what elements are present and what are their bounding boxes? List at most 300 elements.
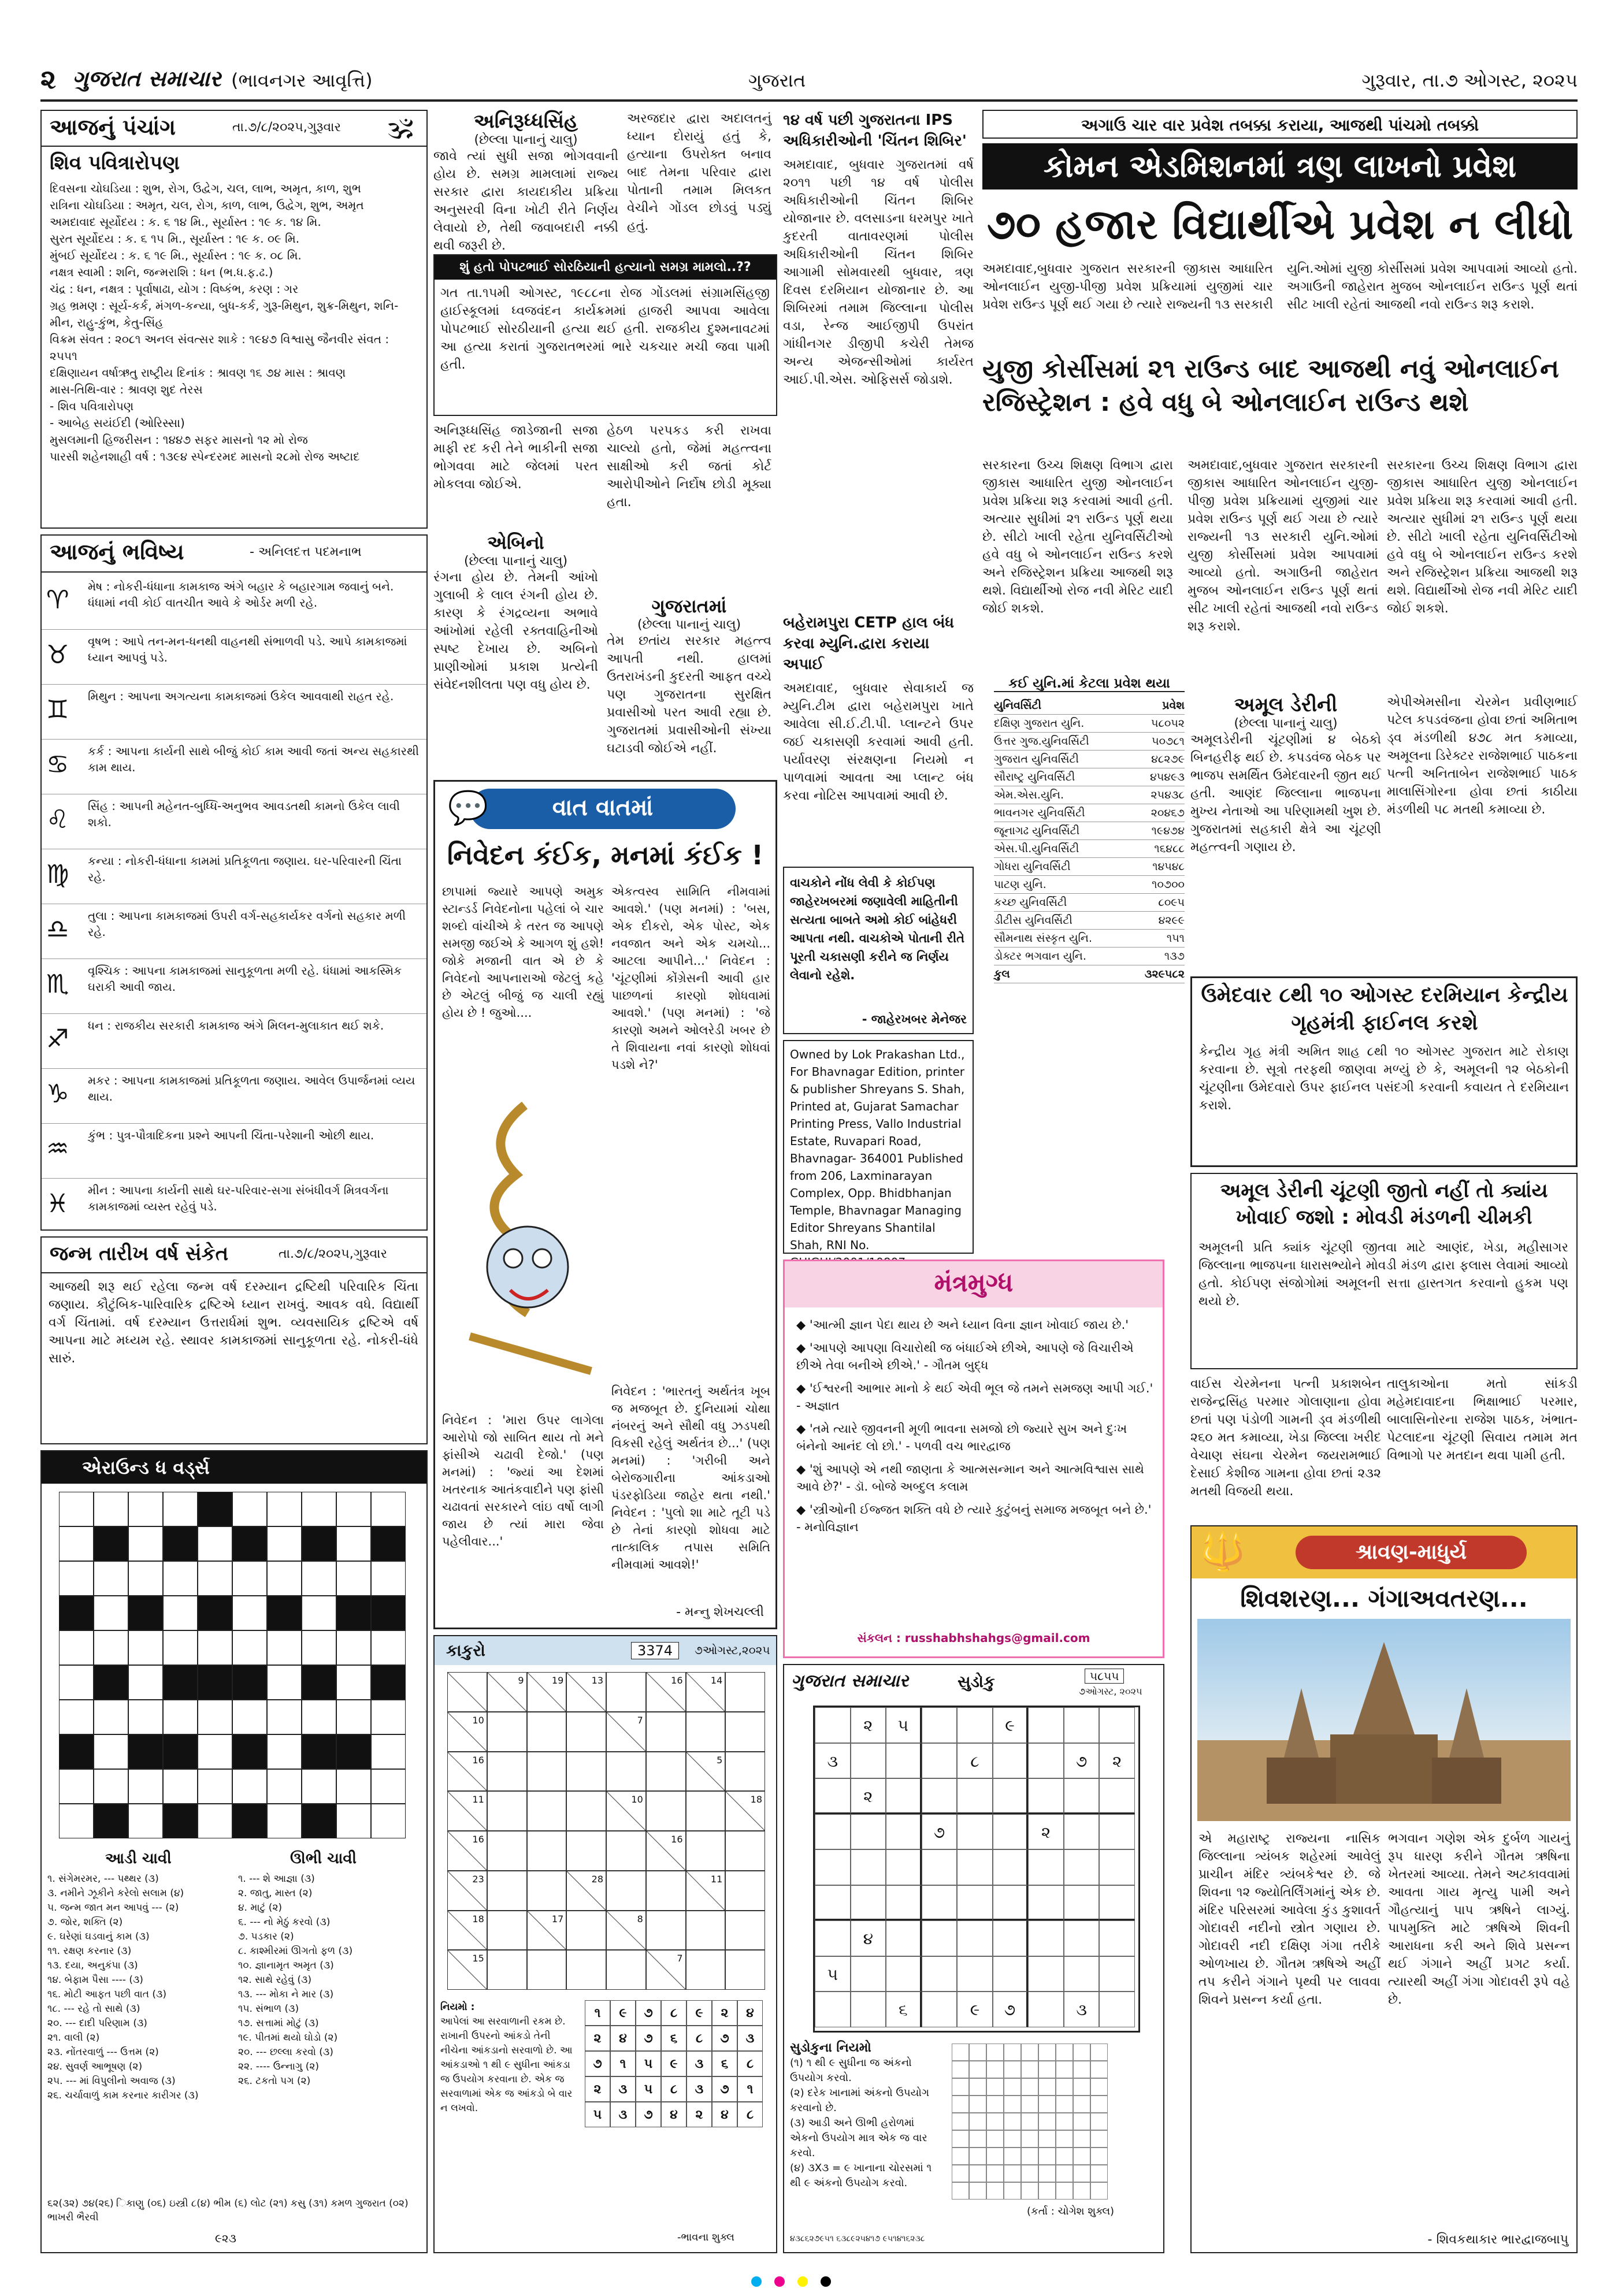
kakuro-rules (440, 2000, 573, 2116)
sudoku-cell[interactable]: ૨ (1028, 1814, 1064, 1850)
crossword-cell[interactable] (336, 1700, 371, 1734)
crossword-cell[interactable] (59, 1700, 94, 1734)
crossword-cell[interactable] (128, 1804, 163, 1838)
mantra-quote: ◆ 'સ્ત્રીઓની ઈજ્જત શક્તિ વધે છે ત્યારે કુટુંબનું સમાજ મજબૂત બને છે.' - મનોવિજ્ઞાન (796, 1503, 1152, 1534)
kakuro-answer-cell: ૨ (585, 2026, 610, 2051)
kakuro-cell[interactable] (487, 1871, 527, 1911)
sudoku-cell[interactable] (993, 1743, 1029, 1779)
kakuro-cell[interactable] (686, 1831, 726, 1871)
shravan-banner: શ્રાવણ-માધુર્ય (1355, 1540, 1467, 1564)
kakuro-cell[interactable] (487, 1950, 527, 1990)
sudoku-cell[interactable] (1099, 1707, 1135, 1743)
crossword-cell[interactable] (198, 1665, 232, 1700)
crossword-cell[interactable] (267, 1561, 302, 1596)
sudoku-cell[interactable] (1064, 1814, 1100, 1850)
sudoku-cell[interactable]: ૫ (815, 1956, 851, 1992)
sudoku-cell[interactable]: ૯ (957, 1992, 993, 2027)
sudoku-cell[interactable] (1028, 1956, 1064, 1992)
crossword-cell[interactable] (59, 1665, 94, 1700)
rashi-item (42, 685, 426, 740)
down-clue: ૧૭. સત્તામાં મોટું (૩) (238, 2018, 319, 2029)
sudoku-cell[interactable] (1099, 1885, 1135, 1921)
crossword-cell[interactable] (198, 1630, 232, 1665)
sudoku-cell[interactable]: ૭ (993, 1992, 1029, 2027)
kakuro-answer-cell: ૩ (737, 2026, 763, 2051)
sudoku-cell[interactable] (815, 1885, 851, 1921)
sudoku-cell[interactable] (993, 1956, 1029, 1992)
crossword-cell[interactable] (128, 1630, 163, 1665)
sudoku-cell[interactable] (922, 1885, 958, 1921)
crossword-cell[interactable] (371, 1596, 406, 1630)
crossword-cell[interactable] (302, 1526, 336, 1561)
rashi-icon: ♑ (46, 1079, 69, 1109)
crossword-cell[interactable] (232, 1804, 267, 1838)
kakuro-cell[interactable] (527, 1752, 567, 1792)
sudoku-cell[interactable] (922, 1743, 958, 1779)
modi-body: અમૂલની પ્રતિ ક્યાંક ચૂંટણી જીતવા માટે આણંદ, ખેડા, મહીસાગર જિલ્લાના ભાજપના ધારાસભ્યોને મોવડી મંડળ દ્વારા ફલાસ લેવામાં આવ્યો હતો. કોઈપણ સંજોગોમાં અમૂલની સત્તા હાસ્તગત કરવાનો હુકમ પણ થયો છે. (1198, 1240, 1568, 1309)
sudoku-cell[interactable]: ૬ (886, 1992, 922, 2027)
sudoku-cell[interactable] (1028, 1707, 1064, 1743)
rashi-item (42, 794, 426, 849)
crossword-cell[interactable] (128, 1734, 163, 1769)
crossword-cell[interactable] (336, 1526, 371, 1561)
crossword-cell[interactable] (267, 1769, 302, 1804)
sudoku-answer-cell (1056, 2113, 1073, 2130)
crossword-cell[interactable] (94, 1630, 128, 1665)
sudoku-cell[interactable] (886, 1743, 922, 1779)
crossword-cell[interactable] (163, 1700, 198, 1734)
kakuro-clue-cell: 15 (447, 1950, 487, 1990)
kakuro-cell[interactable] (725, 1712, 765, 1752)
kakuro-cell[interactable] (487, 1831, 527, 1871)
sudoku-cell[interactable]: ૨ (851, 1778, 886, 1814)
mantra-quote: ◆ 'શું આપણે એ નથી જાણતા કે આત્મસન્માન અને આત્મવિશ્વાસ સાથે આવે છે?' - ડૉ. બોજે અબ્દુલ કલામ (796, 1462, 1144, 1493)
crossword-cell[interactable] (59, 1734, 94, 1769)
sudoku-cell[interactable] (1064, 1885, 1100, 1921)
crossword-cell[interactable] (232, 1526, 267, 1561)
sudoku-cell[interactable] (1099, 1992, 1135, 2027)
crossword-cell[interactable] (59, 1526, 94, 1561)
sudoku-cell[interactable]: ૭ (1064, 1743, 1100, 1779)
kakuro-cell[interactable] (725, 1911, 765, 1951)
crossword-cell[interactable] (302, 1630, 336, 1665)
sudoku-cell[interactable] (1028, 1778, 1064, 1814)
crossword-cell[interactable] (163, 1734, 198, 1769)
mantra-quote: ◆ 'આત્મી જ્ઞાન પેદા થાય છે અને ધ્યાન વિના જ્ઞાન ખોવાઈ જાય છે.' (796, 1318, 1129, 1332)
kakuro-cell[interactable] (606, 1752, 646, 1792)
sudoku-number: ૫૮૫૫ (1085, 1669, 1124, 1684)
crossword-cell[interactable] (336, 1665, 371, 1700)
crossword-cell[interactable] (128, 1596, 163, 1630)
crossword-cell[interactable] (371, 1630, 406, 1665)
kakuro-cell[interactable] (566, 1791, 606, 1831)
crossword-cell[interactable] (302, 1665, 336, 1700)
crossword-cell[interactable] (198, 1596, 232, 1630)
sudoku-cell[interactable] (957, 1707, 993, 1743)
sudoku-cell[interactable] (957, 1814, 993, 1850)
kakuro-cell[interactable] (646, 1791, 686, 1831)
crossword-cell[interactable] (128, 1700, 163, 1734)
crossword-cell[interactable] (267, 1526, 302, 1561)
table-row (994, 965, 1185, 983)
crossword-cell[interactable] (336, 1630, 371, 1665)
crossword-cell[interactable] (371, 1665, 406, 1700)
crossword-cell[interactable] (94, 1734, 128, 1769)
crossword-cell[interactable] (59, 1804, 94, 1838)
umedvar-title: ઉમેદવાર ૮થી ૧૦ ઓગસ્ટ દરમિયાન કેન્દ્રીય ગૃહમંત્રી ફાઈનલ કરશે (1201, 983, 1568, 1035)
crossword-cell[interactable] (232, 1596, 267, 1630)
crossword-cell[interactable] (302, 1700, 336, 1734)
crossword-cell[interactable] (232, 1769, 267, 1804)
kakuro-cell[interactable] (487, 1752, 527, 1792)
sudoku-cell[interactable] (1064, 1778, 1100, 1814)
issue-date: ગુરૂવાર, તા.૭ ઓગસ્ટ, ૨૦૨૫ (1361, 69, 1578, 91)
rashi-icon: ♈ (46, 585, 69, 615)
kakuro-date: ૭ઓગસ્ટ,૨૦૨૫ (695, 1643, 770, 1657)
sudoku-answer-cell (1056, 2096, 1073, 2113)
crossword-cell[interactable] (128, 1492, 163, 1526)
sudoku-cell[interactable] (851, 1814, 886, 1850)
sudoku-cell[interactable] (1028, 1920, 1064, 1956)
kakuro-cell[interactable] (646, 1871, 686, 1911)
sudoku-cell[interactable] (851, 1849, 886, 1885)
kakuro-cell[interactable] (527, 1871, 567, 1911)
crossword-cell[interactable] (59, 1769, 94, 1804)
kakuro-cell[interactable] (686, 1911, 726, 1951)
sudoku-answer-cell (1004, 2061, 1021, 2078)
crossword-cell[interactable] (336, 1769, 371, 1804)
crossword-cell[interactable] (336, 1596, 371, 1630)
crossword-cell[interactable] (371, 1700, 406, 1734)
down-clue: ૧૯. પીતમાં થયો ઘોડો (૨) (238, 2032, 338, 2044)
kakuro-cell[interactable] (725, 1831, 765, 1871)
table-cell: દક્ષિણ ગુજરાત યુનિ. (994, 717, 1085, 730)
panchang-line: વિક્રમ સંવત : ૨૦૮૧ અનલ સંવત્સર શાકે : ૧૯૪૭ વિશ્વાસુ જૈનવીર સંવત : ૨૫૫૧ (50, 332, 389, 363)
registration-mark (797, 2276, 808, 2287)
sudoku-cell[interactable] (993, 1814, 1029, 1850)
crossword-cell[interactable] (267, 1804, 302, 1838)
kakuro-cell[interactable] (606, 1871, 646, 1911)
across-clues (47, 1872, 232, 2103)
crossword-cell[interactable] (336, 1804, 371, 1838)
sudoku-cell[interactable] (1064, 1707, 1100, 1743)
kakuro-cell[interactable] (566, 1712, 606, 1752)
crossword-cell[interactable] (232, 1630, 267, 1665)
shravan-author: - શિવકથાકાર ભારદ્વાજબાપુ (1427, 2232, 1568, 2247)
crossword-cell[interactable] (267, 1734, 302, 1769)
sudoku-cell[interactable] (886, 1920, 922, 1956)
sudoku-answer-cell (969, 2061, 986, 2078)
admission-body-right: અમદાવાદ,બુધવાર ગુજરાત સરકારની જીકાસ આધારિત ઓનલાઈન યુજી-પીજી પ્રવેશ પ્રક્રિયામાં યુજીમાં ચાર પ્રવેશ રાઉન્ડ પૂર્ણ થઈ ગયા છે ત્યારે રાજ્યની ૧૩ સરકારી યુનિ.ઓમાં યુજી કોર્સીસમાં પ્રવેશ આપવામાં આવ્યો હતો. અગાઉની જાહેરાત મુજબ ઓનલાઈન રાઉન્ડ પૂર્ણ થતાં સીટ ખાલી રહેતાં આજથી નવો રાઉન્ડ શરૂ કરાશે. (1187, 458, 1378, 634)
kakuro-cell[interactable] (686, 1950, 726, 1990)
sudoku-cell[interactable] (1099, 1814, 1135, 1850)
sudoku-cell[interactable] (851, 1885, 886, 1921)
crossword-cell[interactable] (232, 1700, 267, 1734)
kakuro-cell[interactable] (606, 1950, 646, 1990)
mantra-quotes (796, 1316, 1155, 1541)
crossword-cell[interactable] (163, 1769, 198, 1804)
crossword-cell[interactable] (198, 1526, 232, 1561)
section-title: ગુજરાત (748, 69, 806, 91)
sudoku-cell[interactable] (815, 1778, 851, 1814)
vaat-right-text-2: નિવેદન : 'ભારતનું અર્થતંત્ર ખૂબ જ મજબૂત છે. દુનિયામાં ચોથા નંબરનું અને સૌથી વધુ ઝડપથી વિકસી રહેલું અર્થતંત્ર છે...' (પણ મનમાં) : 'ગરીબી અને બેરોજગારીના આંકડાઓ પંડરફોડિયા જાહેર થતા નથી.' નિવેદન : 'પુલો શા માટે તૂટી પડે છે તેનાં કારણો શોધવા માટે તાત્કાલિક તપાસ સમિતિ નીમવામાં આવશે!' (611, 1384, 770, 1571)
kakuro-grid (447, 1672, 765, 1990)
crossword-cell[interactable] (232, 1665, 267, 1700)
crossword-cell[interactable] (302, 1734, 336, 1769)
sudoku-cell[interactable] (1064, 1920, 1100, 1956)
sudoku-cell[interactable] (922, 1849, 958, 1885)
sudoku-cell[interactable] (815, 1814, 851, 1850)
kakuro-cell[interactable] (725, 1950, 765, 1990)
table-row (994, 768, 1185, 786)
crossword-cell[interactable] (163, 1804, 198, 1838)
kakuro-cell[interactable] (487, 1791, 527, 1831)
kakuro-cell[interactable] (725, 1752, 765, 1792)
crossword-cell[interactable] (198, 1734, 232, 1769)
admission-kicker (982, 110, 1578, 139)
amul-title: અમૂલ ડેરીની (1234, 693, 1338, 716)
kakuro-cell[interactable] (566, 1950, 606, 1990)
sudoku-cell[interactable] (1028, 1885, 1064, 1921)
sudoku-cell[interactable] (1028, 1743, 1064, 1779)
sudoku-answer-cell (1021, 2096, 1038, 2113)
sudoku-paper: ગુજરાત સમાચાર (791, 1671, 909, 1691)
kakuro-cell[interactable] (606, 1831, 646, 1871)
sudoku-cell[interactable]: ૨ (851, 1707, 886, 1743)
sudoku-cell[interactable] (886, 1814, 922, 1850)
sudoku-cell[interactable]: ૭ (922, 1814, 958, 1850)
kakuro-cell[interactable] (646, 1911, 686, 1951)
kakuro-clue-cell: 16 (646, 1672, 686, 1712)
kakuro-cell[interactable] (646, 1752, 686, 1792)
crossword-cell[interactable] (59, 1630, 94, 1665)
kakuro-clue-cell: 14 (686, 1672, 726, 1712)
ips-article (783, 110, 974, 607)
sudoku-cell[interactable]: ૮ (957, 1743, 993, 1779)
crossword-cell[interactable] (128, 1769, 163, 1804)
sudoku-cell[interactable] (993, 1778, 1029, 1814)
crossword-cell[interactable] (371, 1561, 406, 1596)
sudoku-cell[interactable] (957, 1885, 993, 1921)
sudoku-cell[interactable] (1064, 1956, 1100, 1992)
crossword-cell[interactable] (336, 1561, 371, 1596)
sudoku-cell[interactable]: ૩ (815, 1743, 851, 1779)
sudoku-cell[interactable]: ૫ (886, 1707, 922, 1743)
sudoku-cell[interactable] (1064, 1849, 1100, 1885)
table-cell: પાટણ યુનિ. (994, 878, 1046, 891)
paper-title: ગુજરાત સમાચાર (72, 66, 221, 91)
crossword-cell[interactable] (94, 1769, 128, 1804)
sudoku-cell[interactable] (993, 1885, 1029, 1921)
crossword-cell[interactable] (163, 1665, 198, 1700)
down-clue: ૨૦. --- છલ્લા કરવો (૩) (238, 2046, 333, 2058)
sudoku-cell[interactable]: ૯ (993, 1707, 1029, 1743)
sudoku-answer-cell (1038, 2113, 1056, 2130)
admission-body: સરકારના ઉચ્ચ શિક્ષણ વિભાગ દ્વારા જીકાસ આધારિત યુજી ઓનલાઈન પ્રવેશ પ્રક્રિયા શરૂ કરવામાં આવી હતી. અત્યાર સુધીમાં ૨૧ રાઉન્ડ પૂર્ણ થયા છે. સીટો ખાલી રહેતા યુનિવર્સિટીઓ હવે વધુ બે ઓનલાઈન રાઉન્ડ કરશે અને રજિસ્ટ્રેશન પ્રક્રિયા આજથી શરૂ થશે. વિદ્યાર્થીઓ રોજ નવી મેરિટ યાદી જોઈ શકશે. (982, 458, 1173, 616)
sudoku-cell[interactable] (1099, 1778, 1135, 1814)
kakuro-clue-cell: 8 (606, 1911, 646, 1951)
crossword-cell[interactable] (198, 1804, 232, 1838)
sudoku-answer-cell (1073, 2182, 1090, 2200)
sudoku-cell[interactable] (1099, 1920, 1135, 1956)
crossword-cell[interactable] (94, 1665, 128, 1700)
sudoku-cell[interactable] (922, 1778, 958, 1814)
kakuro-cell[interactable] (606, 1672, 646, 1712)
crossword-cell[interactable] (371, 1526, 406, 1561)
crossword-cell[interactable] (128, 1561, 163, 1596)
sudoku-cell[interactable] (1028, 1849, 1064, 1885)
kakuro-cell[interactable] (527, 1791, 567, 1831)
sudoku-cell[interactable] (815, 1707, 851, 1743)
crossword-cell[interactable] (371, 1492, 406, 1526)
sudoku-cell[interactable] (957, 1849, 993, 1885)
crossword-cell[interactable] (163, 1492, 198, 1526)
crossword-cell[interactable] (128, 1526, 163, 1561)
crossword-cell[interactable] (267, 1630, 302, 1665)
crossword-cell[interactable] (94, 1526, 128, 1561)
kakuro-cell[interactable] (725, 1871, 765, 1911)
kakuro-clue-cell (447, 1672, 487, 1712)
sudoku-cell[interactable] (1099, 1849, 1135, 1885)
sudoku-cell[interactable] (922, 1707, 958, 1743)
sudoku-rule: (૩) આડી અને ઊભી હરોળમાં એકનો ઉપયોગ માત્ર એક જ વાર કરવો. (790, 2117, 927, 2159)
kakuro-cell[interactable] (686, 1712, 726, 1752)
crossword-cell[interactable] (302, 1596, 336, 1630)
crossword-cell[interactable] (371, 1734, 406, 1769)
sudoku-answer-cell (969, 2096, 986, 2113)
kakuro-cell[interactable] (646, 1712, 686, 1752)
sudoku-answer-cell (1021, 2044, 1038, 2061)
kakuro-answer-cell: ૯ (610, 2000, 636, 2026)
sudoku-cell[interactable] (851, 1956, 886, 1992)
sudoku-cell[interactable] (922, 1920, 958, 1956)
crossword-cell[interactable] (163, 1630, 198, 1665)
crossword-cell[interactable] (163, 1596, 198, 1630)
amul-article (1190, 693, 1381, 971)
ips-title: ૧૪ વર્ષ પછી ગુજરાતના IPS અધિકારીઓની 'ચિંતન શિબિર' (783, 112, 967, 150)
sudoku-answer-cell (1021, 2078, 1038, 2096)
sudoku-cell[interactable] (886, 1885, 922, 1921)
sudoku-cell[interactable]: ૩ (1064, 1992, 1100, 2027)
sudoku-cell[interactable] (1099, 1956, 1135, 1992)
crossword-cell[interactable] (302, 1769, 336, 1804)
sudoku-cell[interactable] (886, 1956, 922, 1992)
sudoku-cell[interactable] (815, 1920, 851, 1956)
crossword-cell[interactable] (94, 1700, 128, 1734)
crossword-cell[interactable] (267, 1492, 302, 1526)
rashi-text: મકર : આપના કામકાજમાં પ્રતિકૂળતા જણાય. આવેલ ઉપાર્જનમાં વ્યય થાય. (88, 1073, 415, 1104)
across-clue: ૯. ઘરેણાં ઘડવાનું કામ (૩) (47, 1931, 150, 1942)
sudoku-cell[interactable] (1028, 1992, 1064, 2027)
crossword-cell[interactable] (232, 1734, 267, 1769)
table-row (994, 786, 1185, 804)
crossword-cell[interactable] (163, 1561, 198, 1596)
sudoku-cell[interactable] (815, 1849, 851, 1885)
table-cell: ૪૫૪૯૩ (1150, 771, 1185, 783)
crossword-cell[interactable] (336, 1492, 371, 1526)
table-row (994, 912, 1185, 930)
crossword-cell[interactable] (94, 1561, 128, 1596)
table-cell: ૧૬૪૮૮ (1154, 842, 1185, 855)
kakuro-cell[interactable] (725, 1672, 765, 1712)
crossword-cell[interactable] (198, 1492, 232, 1526)
table-cell: ગુજરાત યુનિવર્સિટી (994, 753, 1079, 766)
sudoku-cell[interactable] (922, 1992, 958, 2027)
kakuro-clue-cell: 5 (686, 1752, 726, 1792)
crossword-cell[interactable] (163, 1526, 198, 1561)
kakuro-cell[interactable] (527, 1712, 567, 1752)
sudoku-cell[interactable]: ૪ (851, 1920, 886, 1956)
crossword-cell[interactable] (198, 1769, 232, 1804)
crossword-cell[interactable] (302, 1492, 336, 1526)
across-clue: ૧૮. --- રહે તો સાથે (૩) (47, 2003, 140, 2015)
table-cell: સૌરાષ્ટ્ર યુનિવર્સિટી (994, 771, 1075, 783)
sudoku-cell[interactable] (957, 1920, 993, 1956)
crossword-cell[interactable] (59, 1596, 94, 1630)
crossword-cell[interactable] (371, 1804, 406, 1838)
crossword-cell[interactable] (94, 1804, 128, 1838)
crossword-cell[interactable] (336, 1734, 371, 1769)
sudoku-cell[interactable] (993, 1920, 1029, 1956)
crossword-cell[interactable] (198, 1700, 232, 1734)
sudoku-cell[interactable] (993, 1849, 1029, 1885)
across-clue: ૭. જોર, શક્તિ (૨) (47, 1916, 123, 1928)
crossword-cell[interactable] (59, 1492, 94, 1526)
sudoku-cell[interactable] (957, 1956, 993, 1992)
crossword-cell[interactable] (302, 1561, 336, 1596)
ebino-article (433, 532, 598, 774)
sudoku-cell[interactable] (815, 1992, 851, 2027)
kakuro-cell[interactable] (487, 1911, 527, 1951)
sudoku-cell[interactable] (886, 1778, 922, 1814)
sudoku-cell[interactable] (886, 1849, 922, 1885)
crossword-cell[interactable] (267, 1596, 302, 1630)
sudoku-cell[interactable] (851, 1992, 886, 2027)
kakuro-cell[interactable] (566, 1911, 606, 1951)
sudoku-cell[interactable] (922, 1956, 958, 1992)
kakuro-cell[interactable] (527, 1831, 567, 1871)
crossword-cell[interactable] (232, 1561, 267, 1596)
crossword-cell[interactable] (267, 1700, 302, 1734)
kakuro-clue-cell: 16 (447, 1752, 487, 1792)
kakuro-cell[interactable] (566, 1831, 606, 1871)
crossword-cell[interactable] (128, 1665, 163, 1700)
crossword-cell[interactable] (198, 1561, 232, 1596)
crossword-cell[interactable] (232, 1492, 267, 1526)
imprint-text: Owned by Lok Prakashan Ltd., For Bhavnagar Edition, printer & publisher Shreyans S. Shah, Printed at, Gujarat Samachar Printing Press, Vallo Industrial Estate, Ruvapari Road, Bhavnagar- 364001 Published from 206, Laxminarayan Complex, Opp. Bhidbhanjan Temple, Bhavnagar Managing Editor Shreyans Shantilal Shah, RNI No. (790, 1047, 965, 1252)
panchang-line: - શિવ પવિત્રારોપણ (50, 399, 134, 413)
rashi-icon: ♉ (46, 640, 69, 670)
kakuro-cell[interactable] (527, 1950, 567, 1990)
kakuro-cell[interactable] (686, 1791, 726, 1831)
crossword-cell[interactable] (94, 1596, 128, 1630)
crossword-cell[interactable] (267, 1665, 302, 1700)
crossword-cell[interactable] (371, 1769, 406, 1804)
sudoku-cell[interactable]: ૨ (1099, 1743, 1135, 1779)
across-clue: ૨૫. --- માં વિપુલીનો અવાજ (૩) (47, 2075, 176, 2087)
kakuro-cell[interactable] (566, 1752, 606, 1792)
sudoku-answer-cell (986, 2148, 1004, 2165)
modi-body-3: તાલુકાઓના મતો સાંકડી મહેમદાવાદના ભિક્ષાભાઈ પરમાર, બાલાસિનોરના રાજેશ પાઠક, ખંભાત-પેટલાદના ચૂંટણી સિવાય તમામ મત વિભાગો પર મતદાન થવા પામી હતી. (1387, 1377, 1578, 1463)
table-row (994, 697, 1185, 715)
sudoku-cell[interactable] (957, 1778, 993, 1814)
kakuro-cell[interactable] (487, 1712, 527, 1752)
crossword-cell[interactable] (94, 1492, 128, 1526)
crossword-cell[interactable] (59, 1561, 94, 1596)
advert-notice (783, 867, 974, 1034)
crossword-cell[interactable] (302, 1804, 336, 1838)
sudoku-cell[interactable] (851, 1743, 886, 1779)
